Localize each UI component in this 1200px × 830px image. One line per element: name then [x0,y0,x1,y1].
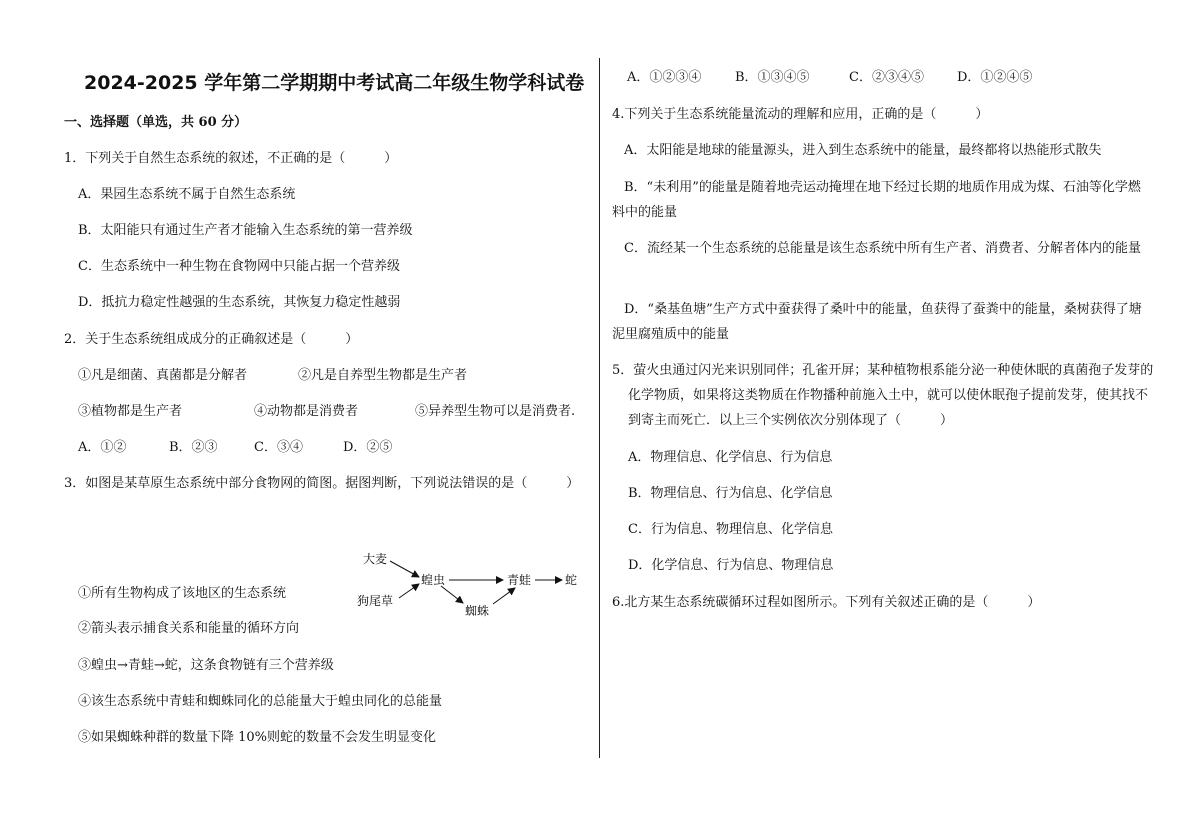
q4-option-b: B．“未利用”的能量是随着地壳运动掩埋在地下经过长期的地质作用成为煤、石油等化学燃料中的能量 [612,180,1141,220]
q5-stem: 5．萤火虫通过闪光来识别同伴；孔雀开屏；某种植物根系能分泌一种使休眠的真菌孢子发芽的化学物质，如果将这类物质在作物播种前施入土中，就可以使休眠孢子提前发芽，使其找不到寄主而死亡．以上三个实例依次分别体现了（ ） [612,363,1154,428]
node-frog: 青蛙 [507,573,532,587]
q3-option-d: D．①②④⑤ [957,70,1033,85]
node-barley: 大麦 [363,552,388,566]
q4-option-a: A．太阳能是地球的能量源头，进入到生态系统中的能量，最终都将以热能形式散失 [624,143,1102,158]
q2-option-b: B．②③ [169,440,218,455]
q3-statement-2: ②箭头表示捕食关系和能量的循环方向 [78,621,300,636]
arrow-barley-locust [390,561,419,577]
q2-statement-5: ⑤异养型生物可以是消费者. [415,404,576,419]
arrow-spider-frog [493,588,515,604]
q1-option-d: D．抵抗力稳定性越强的生态系统，其恢复力稳定性越弱 [78,295,401,310]
q3-option-a: A．①②③④ [627,70,702,85]
arrow-locust-spider [441,586,463,603]
q2-statement-4: ④动物都是消费者 [254,404,359,419]
q3-statement-1: ①所有生物构成了该地区的生态系统 [78,586,287,601]
q2-statement-2: ②凡是自养型生物都是生产者 [298,368,468,383]
q4-option-c: C．流经某一个生态系统的总能量是该生态系统中所有生产者、消费者、分解者体内的能量 [624,241,1141,256]
arrow-foxtail-locust [399,584,419,598]
food-web-diagram [355,548,585,618]
q1-option-b: B．太阳能只有通过生产者才能输入生态系统的第一营养级 [78,223,413,238]
q3-statement-3: ③蝗虫→青蛙→蛇，这条食物链有三个营养级 [78,658,334,673]
q5-option-b: B．物理信息、行为信息、化学信息 [628,486,833,501]
q2-option-c: C．③④ [254,440,303,455]
q3-option-b: B．①③④⑤ [735,70,810,85]
q1-stem: 1．下列关于自然生态系统的叙述，不正确的是（ ） [64,151,398,166]
node-snake: 蛇 [565,573,578,587]
q2-statement-3: ③植物都是生产者 [78,404,183,419]
q2-statement-1: ①凡是细菌、真菌都是分解者 [78,368,248,383]
q1-option-a: A．果园生态系统不属于自然生态系统 [78,187,296,202]
q2-option-d: D．②⑤ [343,440,393,455]
q3-stem: 3．如图是某草原生态系统中部分食物网的简图。据图判断，下列说法错误的是（ ） [64,476,580,491]
q5-option-a: A．物理信息、化学信息、行为信息 [628,450,833,465]
q3-statement-4: ④该生态系统中青蛙和蜘蛛同化的总能量大于蝗虫同化的总能量 [78,694,443,709]
section-heading: 一、选择题（单选，共 60 分） [64,115,248,130]
q4-stem: 4.下列关于生态系统能量流动的理解和应用，正确的是（ ） [612,107,989,122]
node-spider: 蜘蛛 [465,604,490,618]
q2-option-a: A．①② [78,440,127,455]
q2-stem: 2．关于生态系统组成成分的正确叙述是（ ） [64,332,359,347]
q5-option-c: C．行为信息、物理信息、化学信息 [628,522,833,537]
q6-stem: 6.北方某生态系统碳循环过程如图所示。下列有关叙述正确的是（ ） [612,595,1041,610]
q1-option-c: C．生态系统中一种生物在食物网中只能占据一个营养级 [78,259,400,274]
q3-option-c: C．②③④⑤ [849,70,924,85]
q4-option-d: D．“桑基鱼塘”生产方式中蚕获得了桑叶中的能量，鱼获得了蚕粪中的能量，桑树获得了塘泥里腐殖质中的能量 [612,302,1142,342]
q5-option-d: D．化学信息、行为信息、物理信息 [628,558,834,573]
column-divider [599,58,600,758]
node-foxtail: 狗尾草 [357,594,394,608]
page-title: 2024-2025 学年第二学期期中考试高二年级生物学科试卷 [84,72,585,94]
node-locust: 蝗虫 [421,573,446,587]
q3-statement-5: ⑤如果蜘蛛种群的数量下降 10%则蛇的数量不会发生明显变化 [78,730,437,745]
